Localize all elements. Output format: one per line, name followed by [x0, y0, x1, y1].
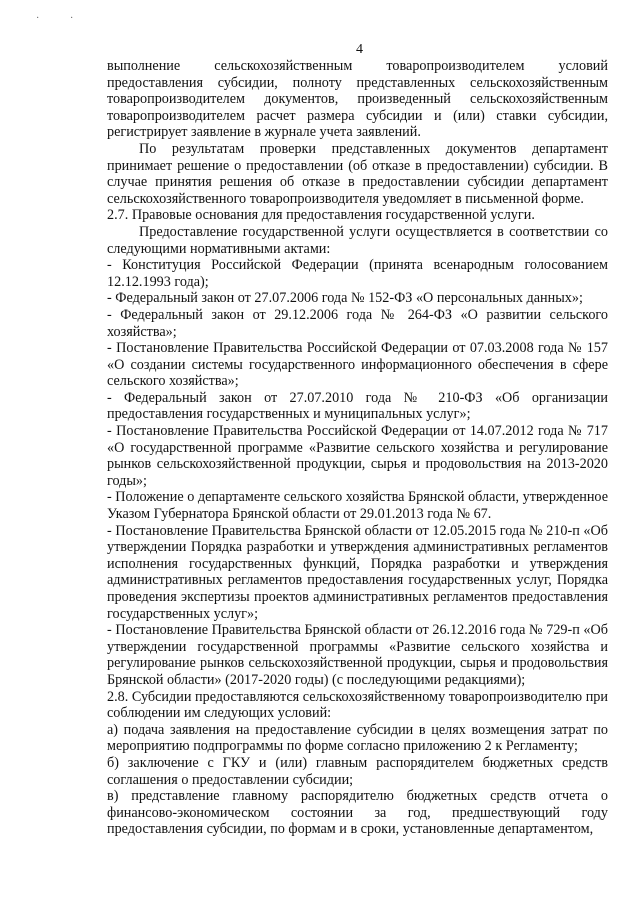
list-item: - Федеральный закон от 27.07.2010 года № 210-ФЗ «Об организации предоставления государственных и муниципальных услуг»;: [107, 389, 608, 423]
list-item: - Федеральный закон от 29.12.2006 года № 264-ФЗ «О развитии сельского хозяйства»;: [107, 306, 608, 340]
paragraph: выполнение сельскохозяйственным товаропроизводителем условий предоставления субсидии, полноту представленных сельскохозяйственным товаропроизводителем документов, произведенный сельскохозяйственным товаропроизводителем расчет размера субсидии и (или) ставки субсидии, регистрирует заявление в журнале учета заявлений.: [107, 58, 608, 141]
list-item: - Постановление Правительства Брянской области от 26.12.2016 года № 729-п «Об утверждении государственной программы «Развитие сельского хозяйства и регулирование рынков сельскохозяйственной продукции, сырья и продовольствия Брянской области» (2017-2020 годы) (с последующими редакциями);: [107, 622, 608, 688]
document-body: [107, 58, 608, 838]
scan-speck: ·: [36, 13, 40, 24]
list-item: в) представление главному распорядителю бюджетных средств отчета о финансово-экономическом состоянии за год, предшествующий году предоставления субсидии, по формам и в сроки, установленные департаментом,: [107, 788, 608, 838]
paragraph: По результатам проверки представленных документов департамент принимает решение о предоставлении (об отказе в предоставлении) субсидии. В случае принятия решения об отказе в предоставлении субсидии департамент сельскохозяйственного товаропроизводителя уведомляет в письменной форме.: [107, 140, 608, 207]
list-item: - Конституция Российской Федерации (принята всенародным голосованием 12.12.1993 года);: [107, 257, 608, 290]
paragraph: Предоставление государственной услуги осуществляется в соответствии со следующими нормативными актами:: [107, 223, 608, 257]
list-item: - Постановление Правительства Российской Федерации от 07.03.2008 года № 157 «О создании системы государственного информационного обеспечения в сфере сельского хозяйства»;: [107, 340, 608, 390]
scan-speck: ·: [70, 13, 74, 24]
list-item: а) подача заявления на предоставление субсидии в целях возмещения затрат по мероприятию подпрограммы по форме согласно приложению 2 к Регламенту;: [107, 721, 608, 755]
section-heading: 2.8. Субсидии предоставляются сельскохозяйственному товаропроизводителю при соблюдении им следующих условий:: [107, 688, 608, 722]
page-number: 4: [356, 42, 363, 57]
list-item: - Постановление Правительства Брянской области от 12.05.2015 года № 210-п «Об утверждении Порядка разработки и утверждения административных регламентов исполнения государственных функций, Порядка разработки и утверждения административных регламентов предоставления государственных услуг, Порядка проведения экспертизы проектов административных регламентов предоставления государственных услуг»;: [107, 522, 608, 622]
section-heading: 2.7. Правовые основания для предоставления государственной услуги.: [107, 207, 535, 224]
list-item: - Постановление Правительства Российской Федерации от 14.07.2012 года № 717 «О государственной программе «Развитие сельского хозяйства и регулирование рынков сельскохозяйственной продукции, сырья и продовольствия на 2013-2020 годы»;: [107, 423, 608, 489]
list-item: - Положение о департаменте сельского хозяйства Брянской области, утвержденное Указом Губернатора Брянской области от 29.01.2013 года № 67.: [107, 489, 608, 523]
list-item: б) заключение с ГКУ и (или) главным распорядителем бюджетных средств соглашения о предоставлении субсидии;: [107, 754, 608, 788]
list-item: - Федеральный закон от 27.07.2006 года № 152-ФЗ «О персональных данных»;: [107, 290, 583, 307]
